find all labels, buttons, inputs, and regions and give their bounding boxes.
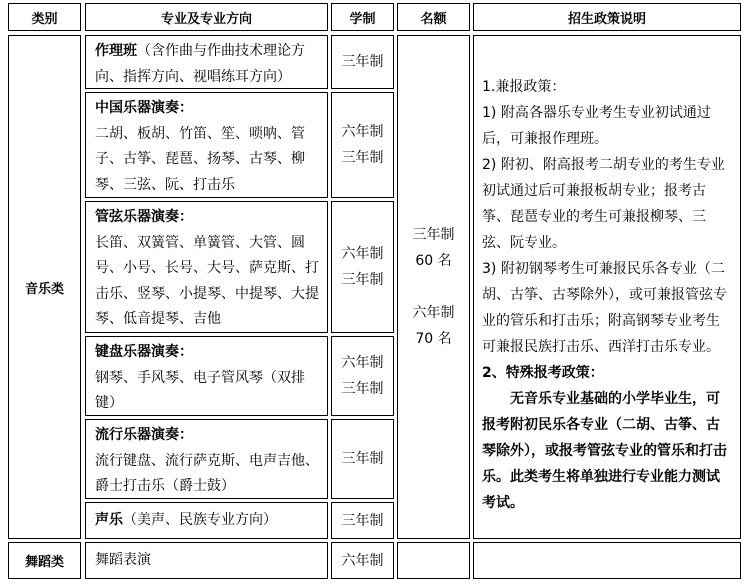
duration-popular-instruments (331, 419, 394, 499)
duration-dance (331, 542, 394, 579)
duration-chinese-instruments (331, 92, 394, 198)
quota-three-year-count: 60 名 (415, 253, 452, 269)
duration-value: 六年制 (341, 355, 384, 371)
major-title: 声乐 (95, 512, 123, 528)
duration-value: 三年制 (341, 512, 384, 529)
header-quota: 名额 (397, 3, 470, 31)
duration-value: 六年制 (341, 552, 384, 569)
duration-value: 三年制 (341, 381, 384, 397)
duration-composition (331, 35, 394, 89)
policy-heading-dual: 1.兼报政策： (482, 79, 566, 95)
major-detail: 舞蹈表演 (95, 552, 151, 568)
duration-value: 三年制 (341, 54, 384, 70)
major-title: 流行乐器演奏： (95, 427, 193, 443)
quota-six-year-label: 六年制 (412, 305, 455, 321)
major-title: 管弦乐器演奏： (95, 209, 193, 225)
duration-value: 三年制 (341, 451, 384, 467)
policy-item-1: 1) 附高各器乐专业考生专业初试通过后，可兼报作理班。 (482, 105, 711, 147)
major-detail: 钢琴、手风琴、电子管风琴（双排键） (95, 369, 305, 411)
policy-item-2: 2) 附初、附高报考二胡专业的考生专业初试通过后可兼报板胡专业；报考古筝、琵琶专业的考生可兼报柳琴、三弦、阮专业。 (482, 157, 725, 251)
duration-vocal (331, 502, 394, 539)
duration-value: 三年制 (341, 150, 384, 166)
major-detail: 二胡、板胡、竹笛、笙、唢呐、管子、古筝、琵琶、扬琴、古琴、柳琴、三弦、阮、打击乐 (95, 125, 305, 193)
header-major: 专业及专业方向 (85, 3, 328, 31)
major-detail: 长笛、双簧管、单簧管、大管、圆号、小号、长号、大号、萨克斯、打击乐、竖琴、小提琴、中提琴、大提琴、低音提琴、吉他 (95, 234, 319, 327)
header-duration: 学制 (331, 3, 394, 31)
policy-item-3: 3) 附初钢琴考生可兼报民乐各专业（二胡、古筝、古琴除外），或可兼报管弦专业的管乐和打击乐；附高钢琴专业考生可兼报民族打击乐、西洋打击乐专业。 (482, 261, 727, 355)
policy-special-text: 无音乐专业基础的小学毕业生，可报考附初民乐各专业（二胡、古筝、古琴除外），或报考管弦专业的管乐和打击乐。此类考生将单独进行专业能力测试考试。 (482, 391, 727, 511)
policy-dance-empty (473, 542, 741, 579)
major-popular-instruments (85, 419, 328, 499)
major-dance-performance (85, 542, 328, 579)
policy-heading-special: 2、特殊报考政策： (482, 365, 604, 381)
quota-three-year-label: 三年制 (412, 227, 455, 243)
duration-value: 六年制 (341, 124, 384, 140)
major-title: 作理班 (95, 43, 137, 59)
major-title: 键盘乐器演奏： (95, 344, 193, 360)
quota-cell (397, 35, 470, 539)
quota-six-year-count: 70 名 (415, 331, 452, 347)
header-policy: 招生政策说明 (473, 3, 741, 31)
duration-orchestral-instruments (331, 201, 394, 333)
category-dance: 舞蹈类 (8, 542, 81, 579)
major-detail: 流行键盘、流行萨克斯、电声吉他、爵士打击乐（爵士鼓） (95, 452, 319, 494)
major-orchestral-instruments (85, 201, 328, 333)
major-vocal (85, 502, 328, 539)
category-music: 音乐类 (8, 35, 81, 539)
duration-keyboard-instruments (331, 336, 394, 416)
duration-value: 三年制 (341, 272, 384, 288)
header-category: 类别 (8, 3, 81, 31)
major-chinese-instruments (85, 92, 328, 198)
quota-dance-empty (397, 542, 470, 579)
major-detail: （美声、民族专业方向） (123, 512, 277, 528)
major-keyboard-instruments (85, 336, 328, 416)
policy-cell (473, 35, 741, 539)
major-detail: （含作曲与作曲技术理论方向、指挥方向、视唱练耳方向） (95, 43, 305, 85)
duration-value: 六年制 (341, 246, 384, 262)
major-composition (85, 35, 328, 89)
major-title: 中国乐器演奏： (95, 100, 193, 116)
